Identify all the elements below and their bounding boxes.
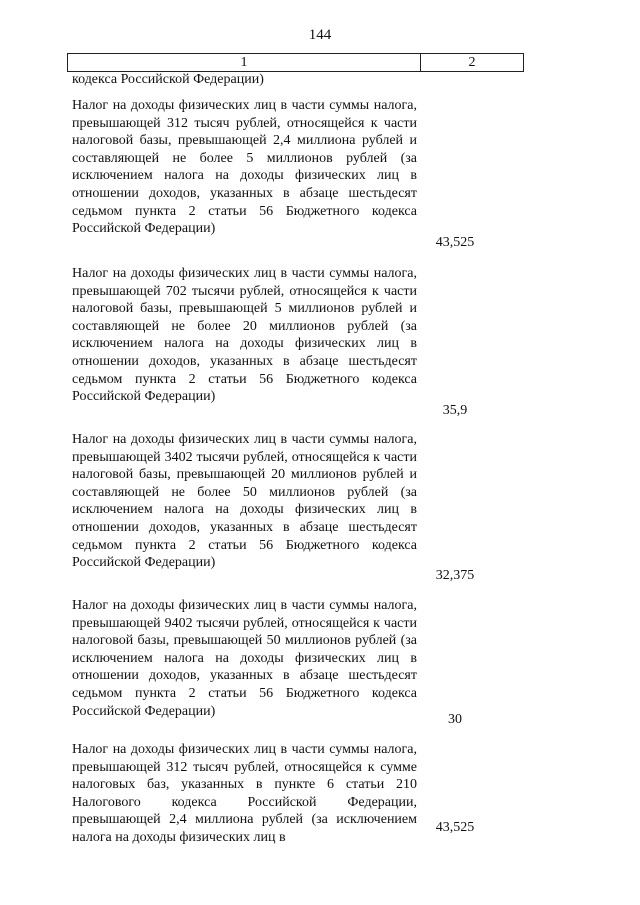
table-header bbox=[67, 53, 524, 72]
table-row bbox=[72, 431, 417, 572]
continuation-text: кодекса Российской Федерации) bbox=[72, 72, 264, 87]
table-row bbox=[72, 741, 417, 847]
row-value: 30 bbox=[448, 712, 462, 727]
table-row bbox=[72, 265, 417, 406]
row-value: 35,9 bbox=[442, 403, 468, 418]
table-header-col2: 2 bbox=[468, 55, 476, 70]
row-description: Налог на доходы физических лиц в части суммы налога, превышающей 312 тысяч рублей, относящейся к части налоговой базы, превышающей 2,4 миллиона рублей и составляющей не более 5 миллионов рублей (за исключением налога на доходы физических лиц в отношении доходов, указанных в абзаце шестьдесят седьмом пункта 2 статьи 56 Бюджетного кодекса Российской Федерации) bbox=[72, 98, 417, 237]
row-description: Налог на доходы физических лиц в части суммы налога, превышающей 702 тысячи рублей, относящейся к части налоговой базы, превышающей 5 миллионов рублей и составляющей не более 20 миллионов рублей (за исключением налога на доходы физических лиц в отношении доходов, указанных в абзаце шестьдесят седьмом пункта 2 статьи 56 Бюджетного кодекса Российской Федерации) bbox=[72, 266, 417, 405]
table-row bbox=[72, 597, 417, 720]
table-header-col1: 1 bbox=[68, 54, 421, 71]
row-value: 43,525 bbox=[435, 235, 475, 250]
row-value: 32,375 bbox=[435, 568, 475, 583]
row-description: Налог на доходы физических лиц в части суммы налога, превышающей 312 тысяч рублей, относящейся к сумме налоговых баз, указанных в пункте 6 статьи 210 Налогового кодекса Российской Федерации, превышающей 2,4 миллиона рублей (за исключением налога на доходы физических лиц в bbox=[72, 742, 417, 845]
row-description: Налог на доходы физических лиц в части суммы налога, превышающей 9402 тысячи рублей, относящейся к части налоговой базы, превышающей 50 миллионов рублей (за исключением налога на доходы физических лиц в отношении доходов, указанных в абзаце шестьдесят седьмом пункта 2 статьи 56 Бюджетного кодекса Российской Федерации) bbox=[72, 598, 417, 719]
table-row bbox=[72, 97, 417, 238]
page-number: 144 bbox=[308, 27, 332, 43]
row-description: Налог на доходы физических лиц в части суммы налога, превышающей 3402 тысячи рублей, относящейся к части налоговой базы, превышающей 20 миллионов рублей и составляющей не более 50 миллионов рублей (за исключением налога на доходы физических лиц в отношении доходов, указанных в абзаце шестьдесят седьмом пункта 2 статьи 56 Бюджетного кодекса Российской Федерации) bbox=[72, 432, 417, 571]
row-value: 43,525 bbox=[435, 820, 475, 835]
